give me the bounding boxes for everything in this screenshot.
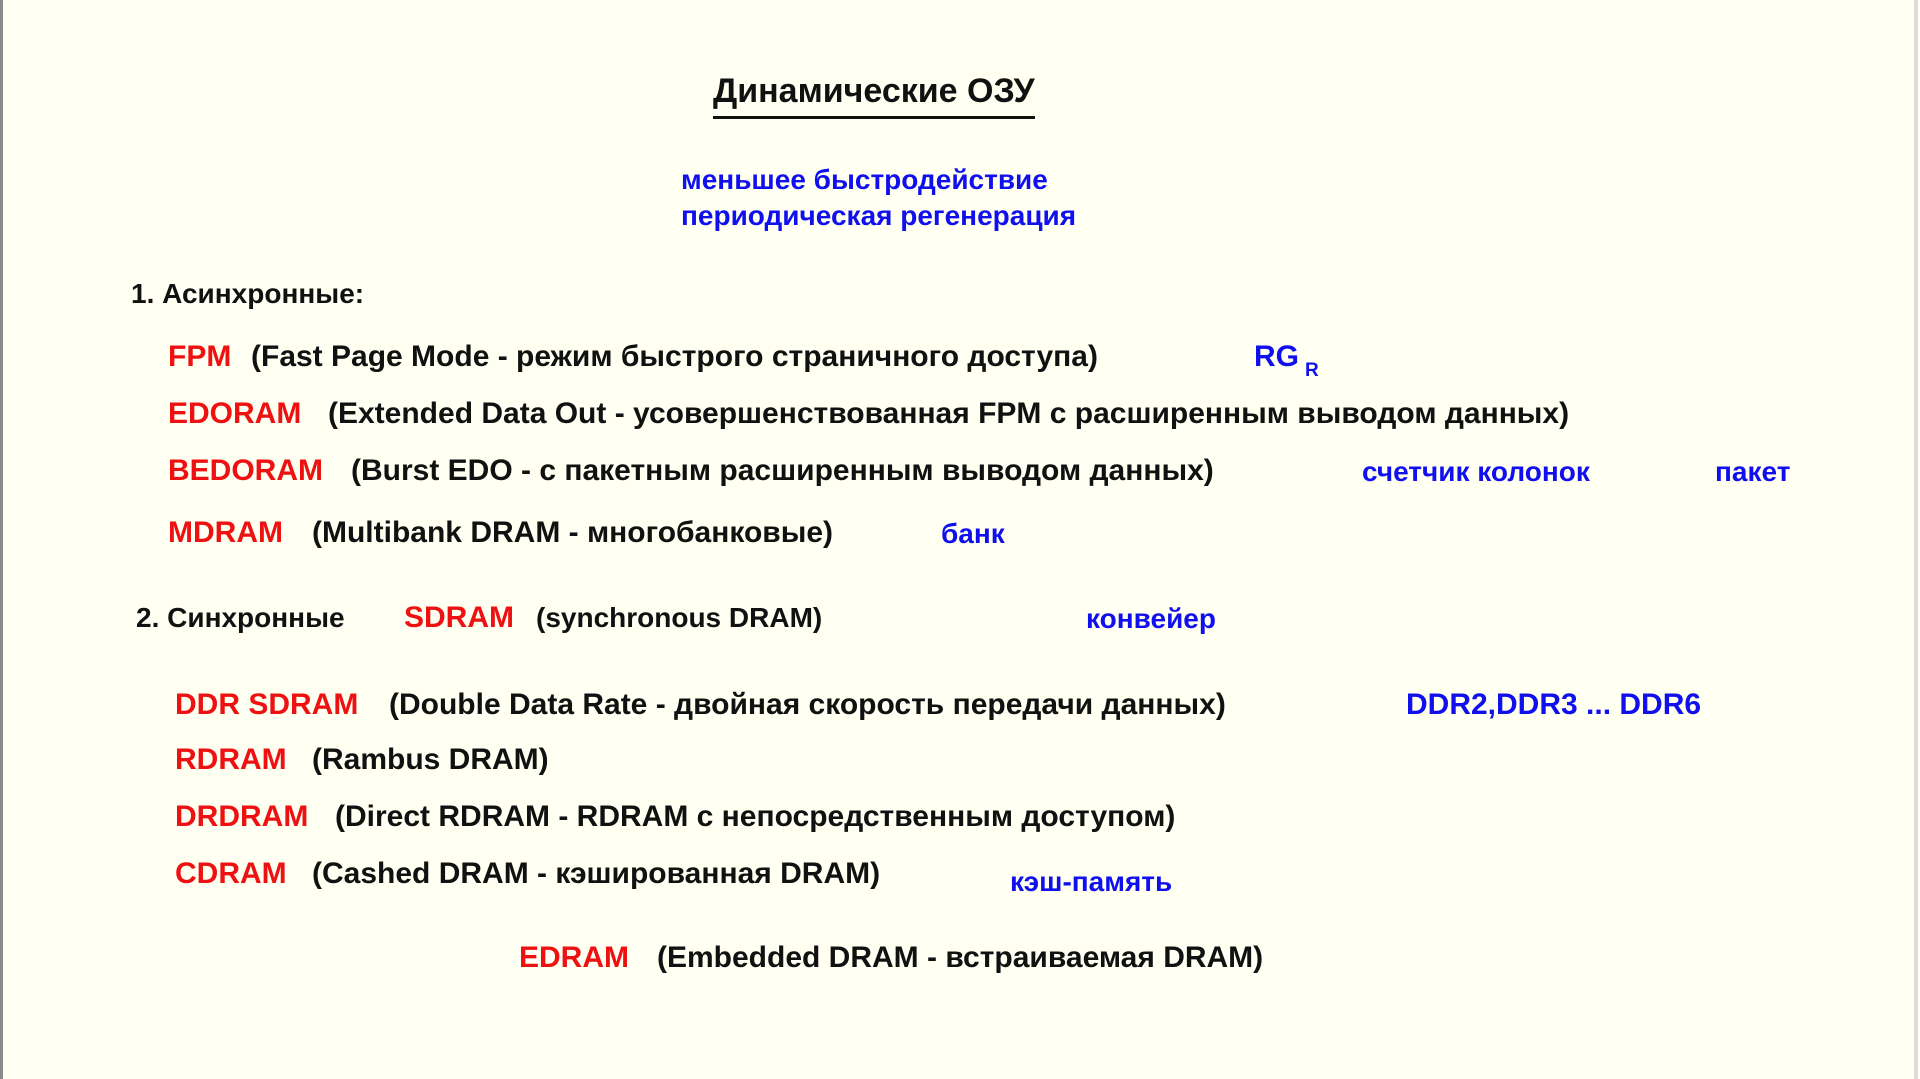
desc-edram: (Embedded DRAM - встраиваемая DRAM) [657,941,1264,974]
section-async-heading: 1. Асинхронные: [131,278,365,309]
right-edge-divider [1914,0,1918,1079]
note-bank: банк [941,518,1005,549]
note-column-counter: счетчик колонок [1362,456,1590,487]
desc-bedoram: (Burst EDO - с пакетным расширенным выводом данных) [351,454,1214,487]
term-mdram: MDRAM [168,516,283,549]
slide-title: Динамические ОЗУ [713,74,1035,119]
note-rg-label: RG [1254,340,1299,373]
note-rg-register [1254,340,1319,381]
desc-ddr-sdram: (Double Data Rate - двойная скорость передачи данных) [389,688,1226,721]
note-periodic-refresh: периодическая регенерация [681,200,1077,231]
term-rdram: RDRAM [175,743,287,776]
desc-cdram: (Cashed DRAM - кэшированная DRAM) [312,857,881,890]
term-cdram: CDRAM [175,857,287,890]
note-cache-memory: кэш-память [1010,866,1173,897]
desc-edoram: (Extended Data Out - усовершенствованная FPM с расширенным выводом данных) [328,397,1570,430]
desc-mdram: (Multibank DRAM - многобанковые) [312,516,834,549]
desc-sdram: (synchronous DRAM) [536,602,823,633]
term-edoram: EDORAM [168,397,302,430]
desc-drdram: (Direct RDRAM - RDRAM с непосредственным доступом) [335,800,1176,833]
note-slower-speed: меньшее быстродействие [681,164,1048,195]
term-ddr-sdram: DDR SDRAM [175,688,359,721]
note-pipeline: конвейер [1086,603,1216,634]
term-drdram: DRDRAM [175,800,309,833]
term-fpm: FPM [168,340,232,373]
note-ddr-generations: DDR2,DDR3 ... DDR6 [1406,688,1702,721]
term-sdram: SDRAM [404,601,514,634]
note-burst: пакет [1715,456,1791,487]
term-bedoram: BEDORAM [168,454,323,487]
section-sync-heading: 2. Синхронные [136,602,345,633]
desc-rdram: (Rambus DRAM) [312,743,549,776]
desc-fpm: (Fast Page Mode - режим быстрого страничного доступа) [251,340,1098,373]
note-rg-subscript: R [1305,360,1319,381]
term-edram: EDRAM [519,941,629,974]
